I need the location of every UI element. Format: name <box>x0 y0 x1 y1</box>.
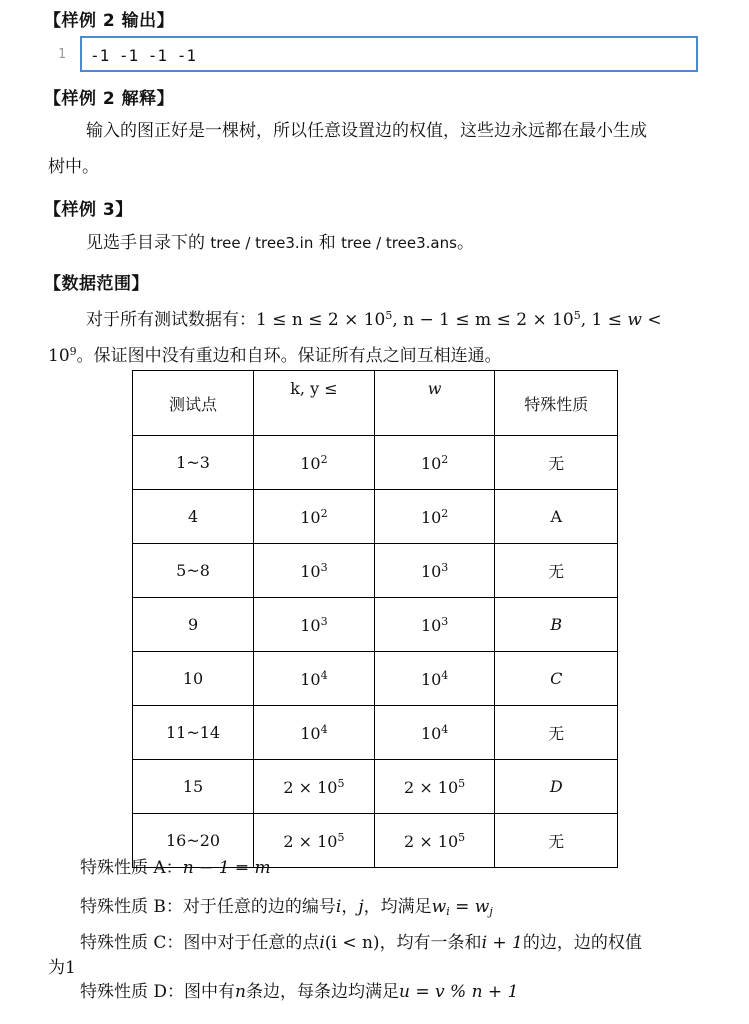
sample2-explain-line2: 树中。 <box>48 157 99 177</box>
dr-math1: 1 ≤ n ≤ 2 × 10 <box>256 310 386 330</box>
property-b-wj: w <box>474 897 490 917</box>
dr-prefix: 对于所有测试数据有： <box>86 310 256 330</box>
cell-property: C <box>495 652 618 706</box>
sample3-mid: 和 <box>313 233 342 253</box>
dr-line2-text: 。保证图中没有重边和自环。保证所有点之间互相连通。 <box>76 346 502 366</box>
header-test-points: 测试点 <box>133 371 254 436</box>
cell-k: $10^3$ <box>254 598 375 652</box>
table-row <box>133 436 618 490</box>
cell-w: $10^3$ <box>374 598 495 652</box>
sample2-output-codebox[interactable] <box>80 36 698 72</box>
dr-math2: , n − 1 ≤ m ≤ 2 × 10 <box>392 310 574 330</box>
cell-property: A <box>495 490 618 544</box>
cell-w: $10^4$ <box>374 652 495 706</box>
cell-w: $2 \times 10^5$ <box>374 760 495 814</box>
sample3-text <box>86 233 474 253</box>
header-k-y: k, y ≤ <box>254 371 375 436</box>
property-c-line2: 为1 <box>48 958 76 978</box>
dr-exp9: 9 <box>69 345 77 358</box>
data-range-line2 <box>48 342 502 366</box>
property-c-text2: 的边，边的权值 <box>522 933 642 953</box>
cell-property: D <box>495 760 618 814</box>
sample3-heading: 【样例 3】 <box>44 200 133 220</box>
sample2-explain-line1: 输入的图正好是一棵树，所以任意设置边的权值，这些边永远都在最小生成 <box>86 121 647 141</box>
property-b-label: 特殊性质 B：对于任意的边的编号 <box>80 897 336 917</box>
data-range-table <box>132 370 618 868</box>
cell-points: 5~8 <box>133 544 254 598</box>
table-header-row <box>133 371 618 436</box>
property-a <box>80 858 271 878</box>
dr-var-w: w <box>627 310 642 330</box>
header-special-property: 特殊性质 <box>495 371 618 436</box>
cell-k: $10^4$ <box>254 652 375 706</box>
cell-w: $2 \times 10^5$ <box>374 814 495 868</box>
dr-ten: 10 <box>48 346 70 366</box>
sample2-output-heading: 【样例 2 输出】 <box>44 11 175 31</box>
cell-points: 1~3 <box>133 436 254 490</box>
property-d <box>80 982 518 1002</box>
property-a-math: n − 1 = m <box>182 858 271 878</box>
property-b-text: ，均满足 <box>363 897 432 917</box>
cell-points: 4 <box>133 490 254 544</box>
sample3-file-in: tree / tree3.in <box>210 234 314 252</box>
cell-k: $10^2$ <box>254 436 375 490</box>
data-range-line1 <box>86 306 662 330</box>
property-b <box>80 897 493 922</box>
cell-w: $10^4$ <box>374 706 495 760</box>
cell-k: $2 \times 10^5$ <box>254 760 375 814</box>
table-row <box>133 760 618 814</box>
property-c-i: i <box>319 933 325 953</box>
cell-points: 10 <box>133 652 254 706</box>
property-b-sep: ， <box>341 897 359 917</box>
property-b-j: j <box>358 897 364 917</box>
property-a-label: 特殊性质 A： <box>80 858 183 878</box>
table-row <box>133 544 618 598</box>
sample3-suffix: 。 <box>456 233 474 253</box>
cell-k: $10^3$ <box>254 544 375 598</box>
property-d-math: u = v % n + 1 <box>399 982 519 1002</box>
dr-exp5a: 5 <box>385 309 393 322</box>
dr-math3: , 1 ≤ <box>580 310 628 330</box>
cell-property: 无 <box>495 706 618 760</box>
dr-exp5b: 5 <box>573 309 581 322</box>
property-c-expr: i + 1 <box>481 933 523 953</box>
sample2-output-code: -1 -1 -1 -1 <box>90 46 196 65</box>
property-b-sub-i: i <box>446 905 450 918</box>
cell-w: $10^2$ <box>374 490 495 544</box>
cell-k: $10^2$ <box>254 490 375 544</box>
dr-math4: < <box>641 310 662 330</box>
table-row <box>133 598 618 652</box>
property-b-wi: w <box>431 897 447 917</box>
table-row <box>133 490 618 544</box>
cell-points: 11~14 <box>133 706 254 760</box>
property-b-sub-j: j <box>489 905 493 918</box>
cell-points: 16~20 <box>133 814 254 868</box>
cell-property: B <box>495 598 618 652</box>
table-row <box>133 652 618 706</box>
property-c <box>80 933 642 953</box>
cell-property: 无 <box>495 544 618 598</box>
table-row <box>133 706 618 760</box>
sample2-explain-heading: 【样例 2 解释】 <box>44 89 175 109</box>
header-w: w <box>374 371 495 436</box>
property-c-cond: (i < n) <box>324 933 380 953</box>
property-d-n: n <box>235 982 246 1002</box>
property-d-text: 条边，每条边均满足 <box>246 982 399 1002</box>
cell-points: 9 <box>133 598 254 652</box>
data-range-heading: 【数据范围】 <box>44 274 149 294</box>
sample3-prefix: 见选手目录下的 <box>86 233 211 253</box>
cell-w: $10^3$ <box>374 544 495 598</box>
sample3-file-ans: tree / tree3.ans <box>341 234 457 252</box>
cell-points: 15 <box>133 760 254 814</box>
cell-property: 无 <box>495 814 618 868</box>
property-b-i: i <box>335 897 342 917</box>
property-c-text1: ，均有一条和 <box>379 933 482 953</box>
cell-k: $2 \times 10^5$ <box>254 814 375 868</box>
cell-property: 无 <box>495 436 618 490</box>
cell-k: $10^4$ <box>254 706 375 760</box>
property-c-label: 特殊性质 C：图中对于任意的点 <box>80 933 320 953</box>
code-line-number: 1 <box>58 47 66 62</box>
property-d-label: 特殊性质 D：图中有 <box>80 982 236 1002</box>
property-b-eq: = <box>449 897 475 917</box>
cell-w: $10^2$ <box>374 436 495 490</box>
